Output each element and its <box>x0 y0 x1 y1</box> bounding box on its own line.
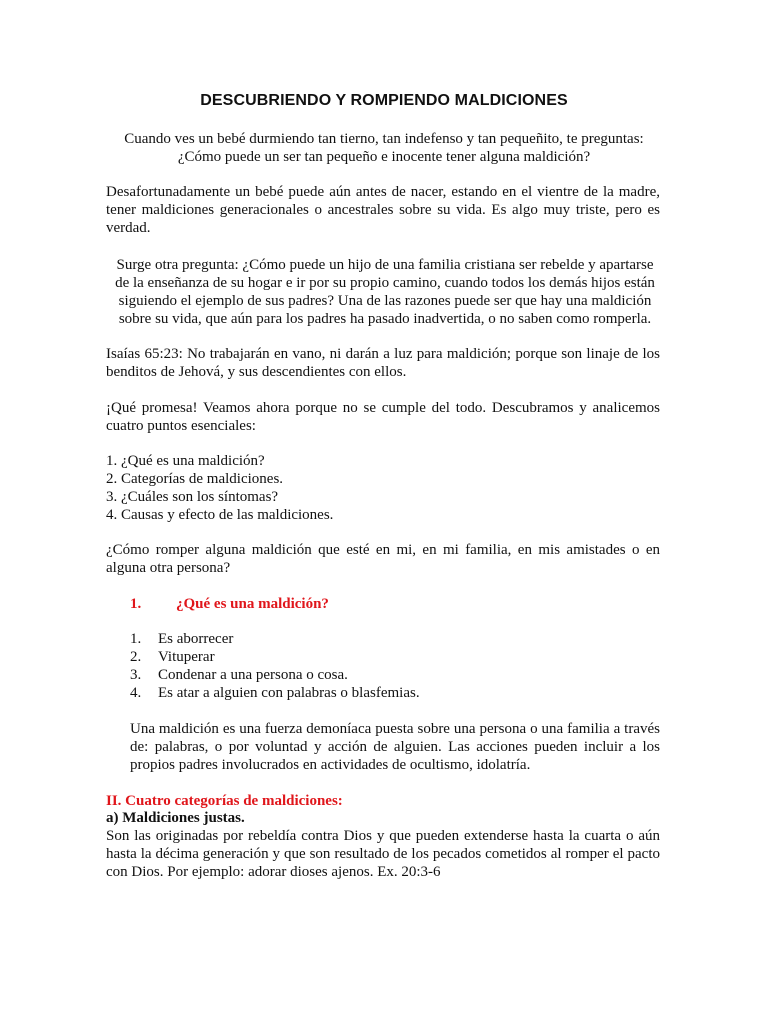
list-item-text: Condenar a una persona o cosa. <box>158 667 348 683</box>
list-item-text: Es aborrecer <box>158 631 234 647</box>
list-item-number: 3. <box>130 667 142 683</box>
question-line: de la enseñanza de su hogar e ir por su propio camino, cuando todos los demás hijos están <box>115 275 655 291</box>
list-item-text: Vituperar <box>158 649 215 665</box>
intro-line: ¿Cómo puede un ser tan pequeño e inocente tener alguna maldición? <box>177 149 591 165</box>
question-line: siguiendo el ejemplo de sus padres? Una de las razones puede ser que hay una maldición <box>118 293 652 309</box>
intro-line: Cuando ves un bebé durmiendo tan tierno, tan indefenso y tan pequeñito, te preguntas: <box>124 131 644 147</box>
question-line: sobre su vida, que aún para los padres ha pasado inadvertida, o no saben como romperla. <box>118 311 652 327</box>
list-item-text: Es atar a alguien con palabras o blasfemias. <box>158 685 420 701</box>
list-item-number: 2. <box>130 649 142 665</box>
list-item-number: 1. <box>130 631 142 647</box>
list-item: 2. Categorías de maldiciones. <box>106 471 284 487</box>
paragraph-question <box>90 256 680 328</box>
question-line: Surge otra pregunta: ¿Cómo puede un hijo de una familia cristiana ser rebelde y apartarse <box>116 257 654 273</box>
list-item: 1. ¿Qué es una maldición? <box>106 453 265 469</box>
how-to-break-question: ¿Cómo romper alguna maldición que esté en mi, en mi familia, en mis amistades o en alguna otra persona? <box>106 542 660 576</box>
bible-verse: Isaías 65:23: No trabajarán en vano, ni darán a luz para maldición; porque son linaje de los benditos de Jehová, y sus descendientes con ellos. <box>106 346 660 380</box>
section-1-title: ¿Qué es una maldición? <box>176 596 329 612</box>
intro-paragraph <box>80 130 688 166</box>
promise-paragraph: ¡Qué promesa! Veamos ahora porque no se cumple del todo. Descubramos y analicemos cuatro puntos esenciales: <box>106 400 660 434</box>
curse-definition-paragraph: Una maldición es una fuerza demoníaca puesta sobre una persona o una familia a través de: palabras, o por voluntad y acción de alguien. Las acciones pueden incluir a los propios padres involucrados en actividades de ocultismo, idolatría. <box>130 721 660 773</box>
list-item: 4. Causas y efecto de las maldiciones. <box>106 507 334 523</box>
points-list <box>106 452 660 524</box>
list-item: 3. ¿Cuáles son los síntomas? <box>106 489 279 505</box>
list-item <box>130 666 660 684</box>
paragraph-unborn: Desafortunadamente un bebé puede aún antes de nacer, estando en el vientre de la madre, tener maldiciones generacionales o ancestrales sobre su vida. Es algo muy triste, pero es verdad. <box>106 184 660 236</box>
list-item <box>130 648 660 666</box>
section-1-heading <box>130 595 660 613</box>
page-title: DESCUBRIENDO Y ROMPIENDO MALDICIONES <box>200 92 568 109</box>
subsection-a-heading: a) Maldiciones justas. <box>106 810 245 826</box>
list-item-number: 4. <box>130 685 142 701</box>
subsection-a-paragraph: Son las originadas por rebeldía contra Dios y que pueden extenderse hasta la cuarta o aún hasta la décima generación y que son resultado de los pecados cometidos al romper el pacto con Dios. Por ejemplo: adorar dioses ajenos. Ex. 20:3-6 <box>106 828 660 880</box>
list-item <box>130 684 660 702</box>
definition-list <box>130 630 660 702</box>
section-2-heading: II. Cuatro categorías de maldiciones: <box>106 793 343 809</box>
list-item <box>130 630 660 648</box>
section-1-number: 1. <box>130 596 142 612</box>
